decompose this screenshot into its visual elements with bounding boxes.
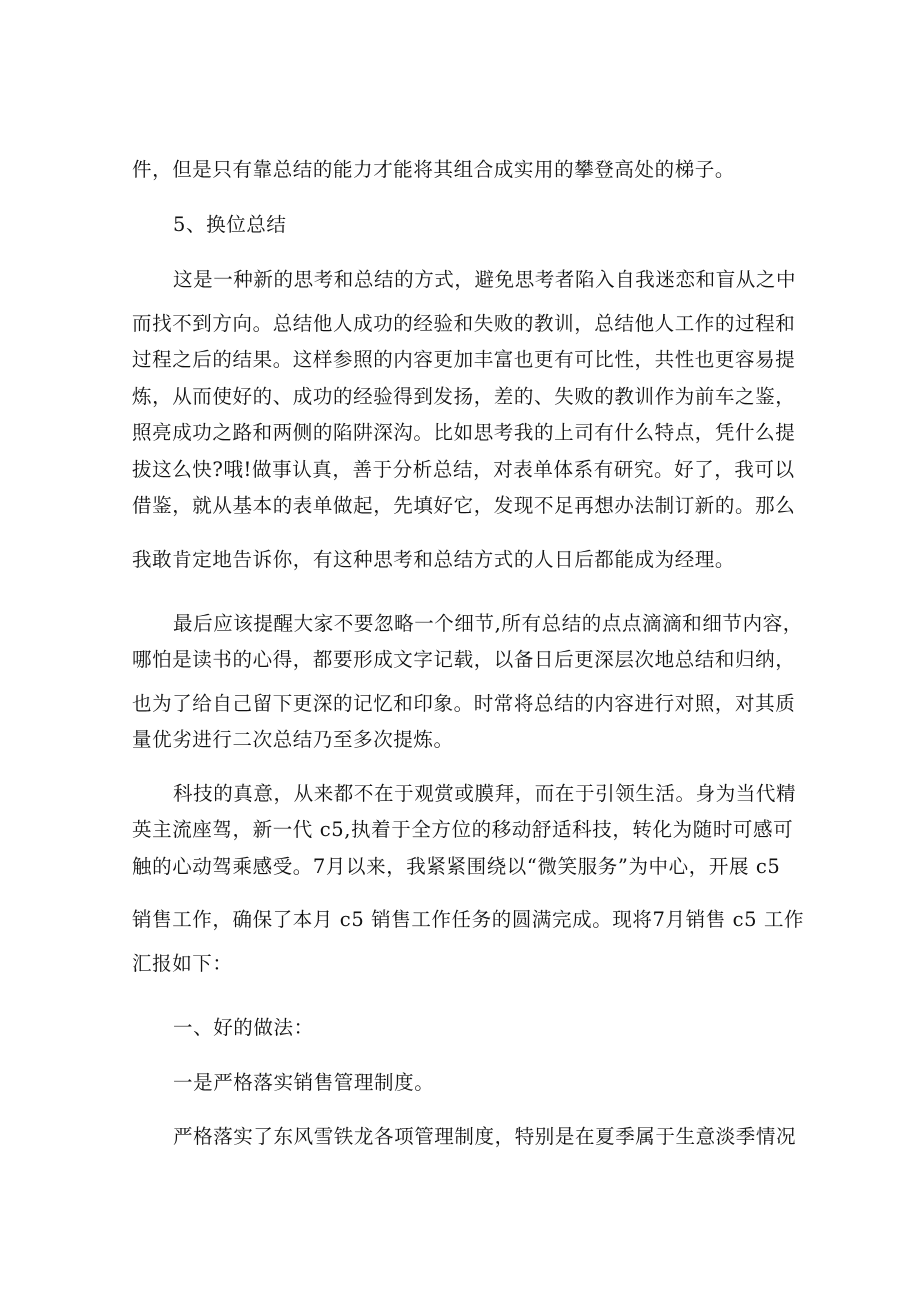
paragraph-line: 哪怕是读书的心得，都要形成文字记载，以备日后更深层次地总结和归纳，: [132, 648, 796, 671]
section-heading: 一、好的做法：: [173, 1016, 314, 1039]
paragraph-line: 销售工作，确保了本月 c5 销售工作任务的圆满完成。现将7月销售 c5 工作: [132, 908, 805, 931]
paragraph-line: 最后应该提醒大家不要忽略一个细节,所有总结的点点滴滴和细节内容，: [173, 612, 803, 635]
paragraph-line: 汇报如下：: [132, 952, 233, 975]
paragraph-line: 借鉴，就从基本的表单做起，先填好它，发现不足再想办法制订新的。那么: [132, 494, 796, 517]
section-heading: 5、换位总结: [173, 213, 287, 236]
paragraph-line: 触的心动驾乘感受。7月以来，我紧紧围绕以“微笑服务”为中心，开展 c5: [132, 855, 781, 878]
subsection-heading: 一是严格落实销售管理制度。: [173, 1071, 435, 1094]
paragraph-line: 量优劣进行二次总结乃至多次提炼。: [132, 728, 454, 751]
paragraph-line: 拔这么快?哦!做事认真，善于分析总结，对表单体系有研究。好了，我可以: [132, 458, 795, 481]
paragraph-line: 科技的真意，从来都不在于观赏或膜拜，而在于引领生活。身为当代精: [173, 782, 797, 805]
paragraph-line: 而找不到方向。总结他人成功的经验和失败的教训，总结他人工作的过程和: [132, 312, 796, 335]
paragraph-line: 照亮成功之路和两侧的陷阱深沟。比如思考我的上司有什么特点，凭什么提: [132, 421, 796, 444]
paragraph-line: 这是一种新的思考和总结的方式，避免思考者陷入自我迷恋和盲从之中: [173, 268, 797, 291]
text-line: 件，但是只有靠总结的能力才能将其组合成实用的攀登高处的梯子。: [132, 158, 736, 181]
paragraph-line: 也为了给自己留下更深的记忆和印象。时常将总结的内容进行对照，对其质: [132, 692, 796, 715]
paragraph-line: 过程之后的结果。这样参照的内容更加丰富也更有可比性，共性也更容易提: [132, 348, 796, 371]
paragraph-line: 严格落实了东风雪铁龙各项管理制度，特别是在夏季属于生意淡季情况: [173, 1125, 797, 1148]
paragraph-line: 炼，从而使好的、成功的经验得到发扬，差的、失败的教训作为前车之鉴，: [132, 385, 796, 408]
paragraph-line: 英主流座驾，新一代 c5,执着于全方位的移动舒适科技，转化为随时可感可: [132, 818, 794, 841]
paragraph-line: 我敢肯定地告诉你，有这种思考和总结方式的人日后都能成为经理。: [132, 548, 736, 571]
